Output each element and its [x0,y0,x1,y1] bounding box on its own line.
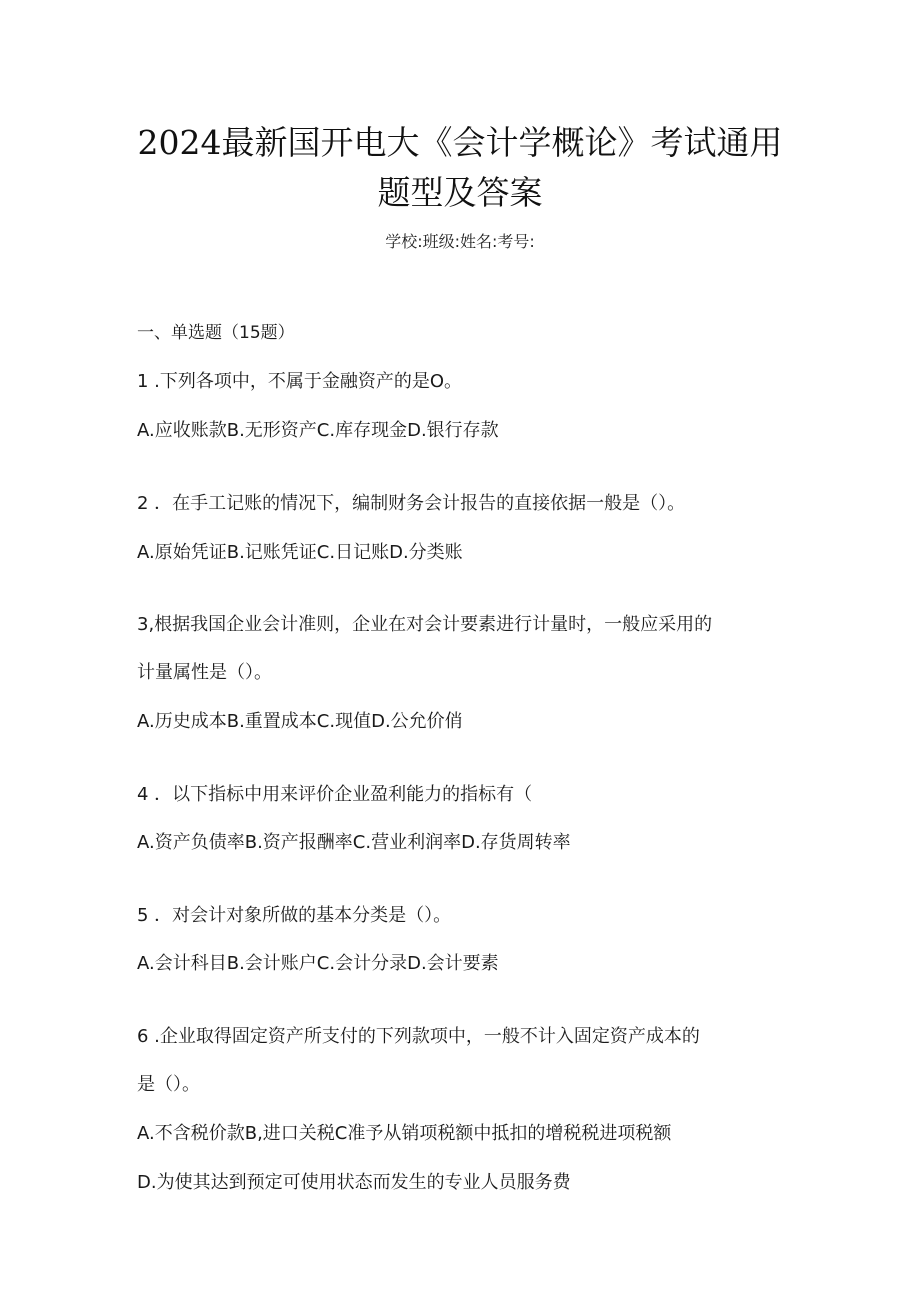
question-6-continued: 是（）。 [137,1074,200,1095]
question-5-options: A.会计科目B.会计账户C.会计分录D.会计要素 [137,953,499,974]
document-title-line-1: 2024最新国开电大《会计学概论》考试通用 [137,123,783,162]
question-2-options: A.原始凭证B.记账凭证C.日记账D.分类账 [137,542,463,563]
question-6-option-d: D.为使其达到预定可使用状态而发生的专业人员服务费 [137,1172,571,1193]
question-3-options: A.历史成本B.重置成本C.现值D.公允价俏 [137,711,463,732]
student-info-line: 学校:班级:姓名:考号: [385,232,535,251]
question-4: 4 ．以下指标中用来评价企业盈利能力的指标有（ [137,784,533,805]
question-5: 5 ．对会计对象所做的基本分类是（）。 [137,905,452,926]
question-4-options: A.资产负债率B.资产报酬率C.营业利润率D.存货周转率 [137,832,571,853]
question-2: 2 ．在手工记账的情况下，编制财务会计报告的直接依据一般是（）。 [137,493,686,514]
question-6: 6 .企业取得固定资产所支付的下列款项中，一般不计入固定资产成本的 [137,1026,700,1047]
question-6-options: A.不含税价款B,进口关税C准予从销项税额中抵扣的增税税进项税额 [137,1123,672,1144]
question-3-continued: 计量属性是（）。 [137,662,272,683]
question-1: 1 .下列各项中，不属于金融资产的是O。 [137,371,463,392]
question-3: 3,根据我国企业会计准则，企业在对会计要素进行计量时，一般应采用的 [137,614,713,635]
section-heading: 一、单选题（15题） [137,323,295,343]
question-1-options: A.应收账款B.无形资产C.库存现金D.银行存款 [137,420,499,441]
document-title-line-2: 题型及答案 [377,173,543,212]
